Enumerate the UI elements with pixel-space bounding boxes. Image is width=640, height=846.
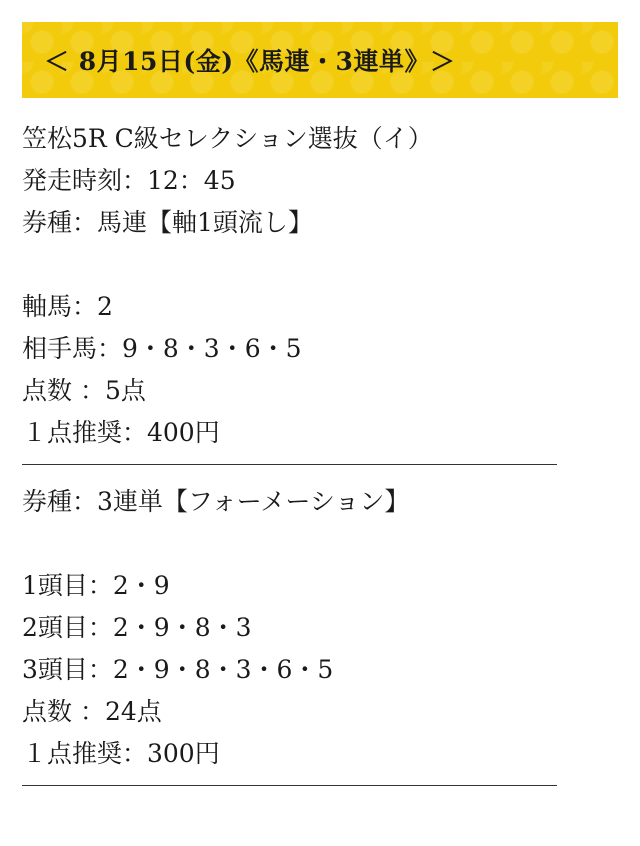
spacer [22,244,582,286]
divider [22,464,557,465]
umaren-points: 点数 ：5点 [22,376,146,405]
umaren-recommend: １点推奨：400円 [22,418,220,447]
race-name: 笠松5R C級セレクション選抜（イ） [22,124,433,153]
divider [22,785,557,786]
spacer [22,523,582,565]
sanrentan-points: 点数 ：24点 [22,697,162,726]
start-time: 発走時刻：12：45 [22,166,236,195]
header-banner [22,22,618,98]
umaren-partner-horses: 相手馬：9・8・3・6・5 [22,334,302,363]
article-body [22,118,582,802]
sanrentan-second: 2頭目：2・9・8・3 [22,613,252,642]
sanrentan-ticket-type: 券種：3連単【フォーメーション】 [22,487,410,516]
sanrentan-recommend: １点推奨：300円 [22,739,220,768]
sanrentan-first: 1頭目：2・9 [22,571,170,600]
umaren-ticket-type: 券種：馬連【軸1頭流し】 [22,208,313,237]
banner-title: ＜ 8月15日(金)《馬連・3連単》＞ [44,47,456,76]
umaren-axis-horse: 軸馬：2 [22,292,113,321]
sanrentan-third: 3頭目：2・9・8・3・6・5 [22,655,334,684]
